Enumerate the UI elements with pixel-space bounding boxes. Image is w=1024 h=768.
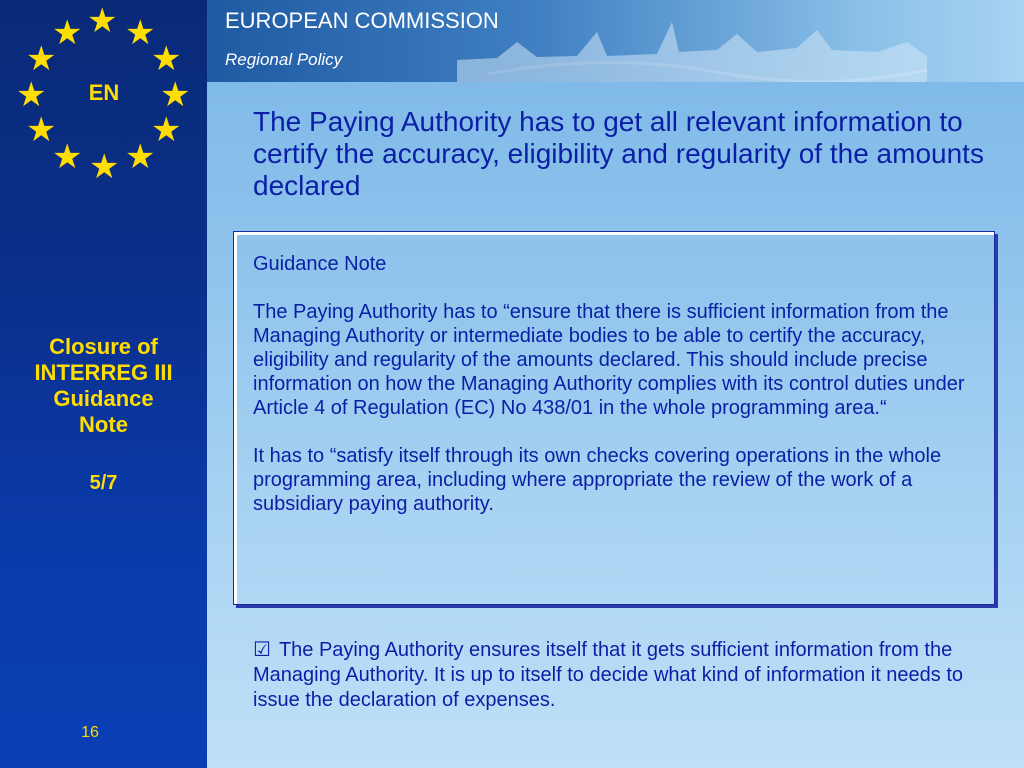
section-page-fraction: 5/7	[89, 472, 118, 494]
guidance-note-box	[233, 231, 995, 605]
guidance-note-paragraph: It has to “satisfy itself through its own checks covering operations in the whole programming area, including where appropriate the review of the work of a subsidiary paying authority.	[253, 445, 942, 515]
star-icon: ★	[151, 39, 182, 79]
department-name: Regional Policy	[225, 50, 343, 69]
star-icon: ★	[26, 39, 57, 79]
checkbox-checked-icon: ☑	[253, 637, 271, 661]
conclusion-text-body: The Paying Authority ensures itself that it gets sufficient information from the Managing Authority. It is up to itself to decide what kind of information it needs to issue the declaration of expenses.	[253, 639, 964, 711]
star-icon: ★	[151, 110, 182, 150]
slide-heading: The Paying Authority has to get all relevant information to certify the accuracy, eligibility and regularity of the amounts declared	[253, 106, 984, 201]
star-icon: ★	[26, 110, 57, 150]
section-title-line: Note	[79, 412, 128, 437]
language-label: EN	[88, 80, 120, 105]
organization-name: EUROPEAN COMMISSION	[225, 8, 499, 33]
guidance-note-paragraph: The Paying Authority has to “ensure that there is sufficient information from the Managing Authority or intermediate bodies to be able to certify the accuracy, eligibility and regularity of the amounts declared. This should include precise information on how the Managing Authority complies with its control duties under Article 4 of Regulation (EC) No 438/01 in the whole programming area.“	[253, 301, 965, 419]
slide-number: 16	[81, 724, 99, 741]
star-icon: ★	[125, 13, 156, 53]
section-title-line: Guidance	[53, 386, 154, 411]
section-title-line: INTERREG III	[34, 360, 173, 385]
star-icon: ★	[16, 75, 47, 115]
star-icon: ★	[87, 1, 118, 41]
conclusion-text	[253, 637, 983, 713]
section-title	[0, 334, 207, 438]
star-icon: ★	[160, 75, 191, 115]
guidance-note-title: Guidance Note	[253, 253, 387, 275]
sidebar	[0, 0, 207, 768]
harbour-image	[457, 12, 927, 82]
star-icon: ★	[52, 137, 83, 177]
section-title-line: Closure of	[49, 334, 158, 359]
star-icon: ★	[52, 13, 83, 53]
star-icon: ★	[89, 147, 120, 187]
star-icon: ★	[125, 137, 156, 177]
